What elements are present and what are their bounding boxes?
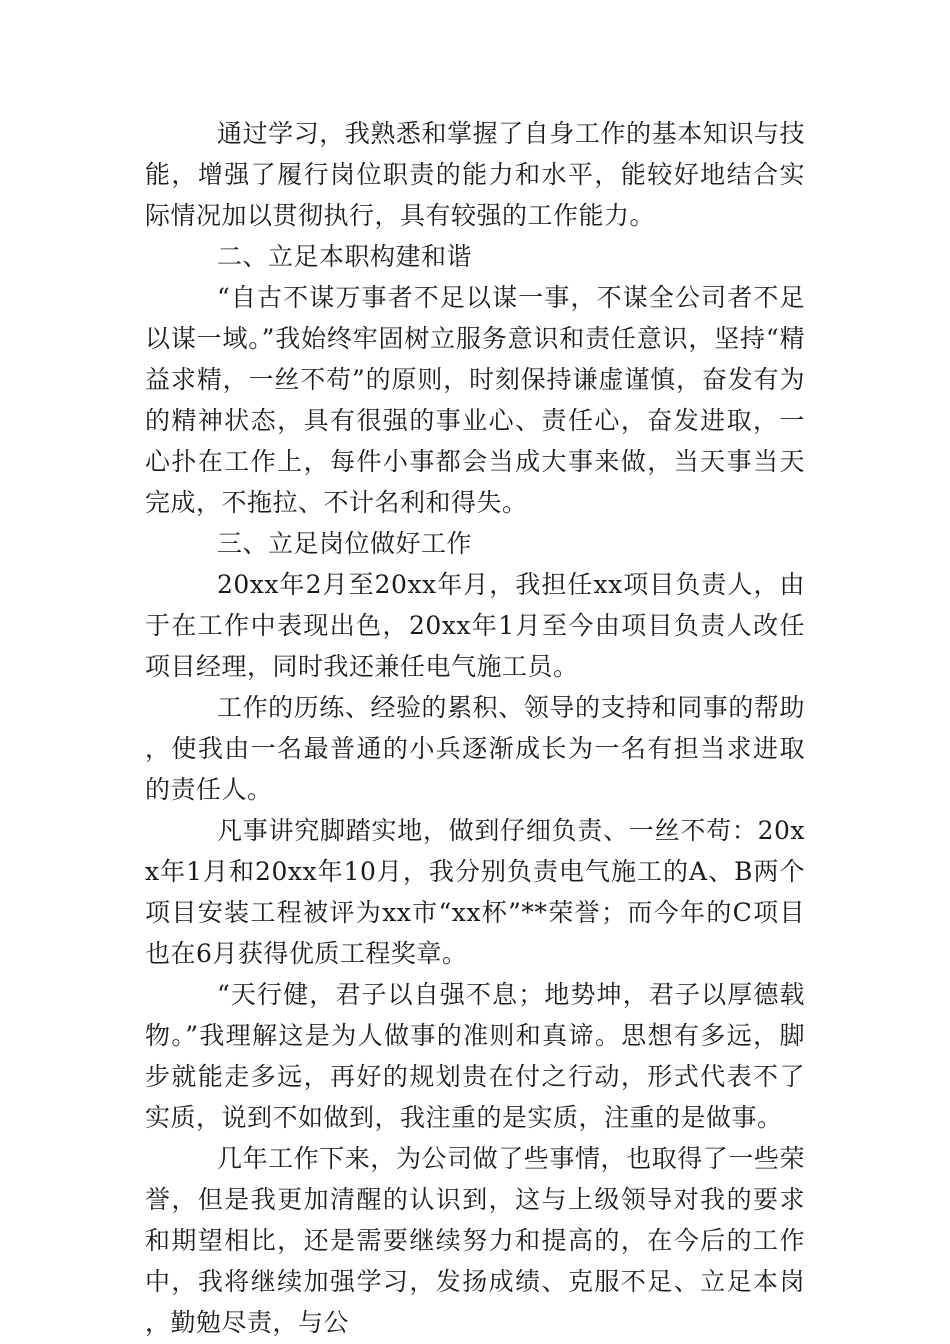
paragraph-harmony: “自古不谋万事者不足以谋一事，不谋全公司者不足以谋一域。”我始终牢固树立服务意识和责任意识，坚持“精益求精，一丝不苟”的原则，时刻保持谦虚谨慎，奋发有为的精神状态，具有很强的事业心、责任心，奋发进取，一心扑在工作上，每件小事都会当成大事来做，当天事当天完成，不拖拉、不计名利和得失。 [145,283,805,517]
paragraph-project-role: 20xx年2月至20xx年月，我担任xx项目负责人，由于在工作中表现出色，20xx年1月至今由项目负责人改任项目经理，同时我还兼任电气施工员。 [145,570,805,681]
paragraph-growth: 工作的历练、经验的累积、领导的支持和同事的帮助，使我由一名最普通的小兵逐渐成长为一名有担当求进取的责任人。 [145,693,805,804]
section-heading-2: 二、立足本职构建和谐 [217,242,473,271]
section-heading-3: 三、立足岗位做好工作 [217,529,473,558]
document-body [145,113,805,1343]
paragraph-achievements: 凡事讲究脚踏实地，做到仔细负责、一丝不苟：20xx年1月和20xx年10月，我分别负责电气施工的A、B两个项目安装工程被评为xx市“xx杯”**荣誉；而今年的C项目也在6月获得优质工程奖章。 [145,816,805,968]
paragraph-conclusion: 几年工作下来，为公司做了些事情，也取得了一些荣誉，但是我更加清醒的认识到，这与上级领导对我的要求和期望相比，还是需要继续努力和提高的，在今后的工作中，我将继续加强学习，发扬成绩、克服不足、立足本岗，勤勉尽责，与公 [145,1144,805,1337]
paragraph-motto: “天行健，君子以自强不息；地势坤，君子以厚德载物。”我理解这是为人做事的准则和真谛。思想有多远，脚步就能走多远，再好的规划贵在付之行动，形式代表不了实质，说到不如做到，我注重的是实质，注重的是做事。 [145,980,805,1132]
paragraph-learning: 通过学习，我熟悉和掌握了自身工作的基本知识与技能，增强了履行岗位职责的能力和水平，能较好地结合实际情况加以贯彻执行，具有较强的工作能力。 [145,119,805,230]
